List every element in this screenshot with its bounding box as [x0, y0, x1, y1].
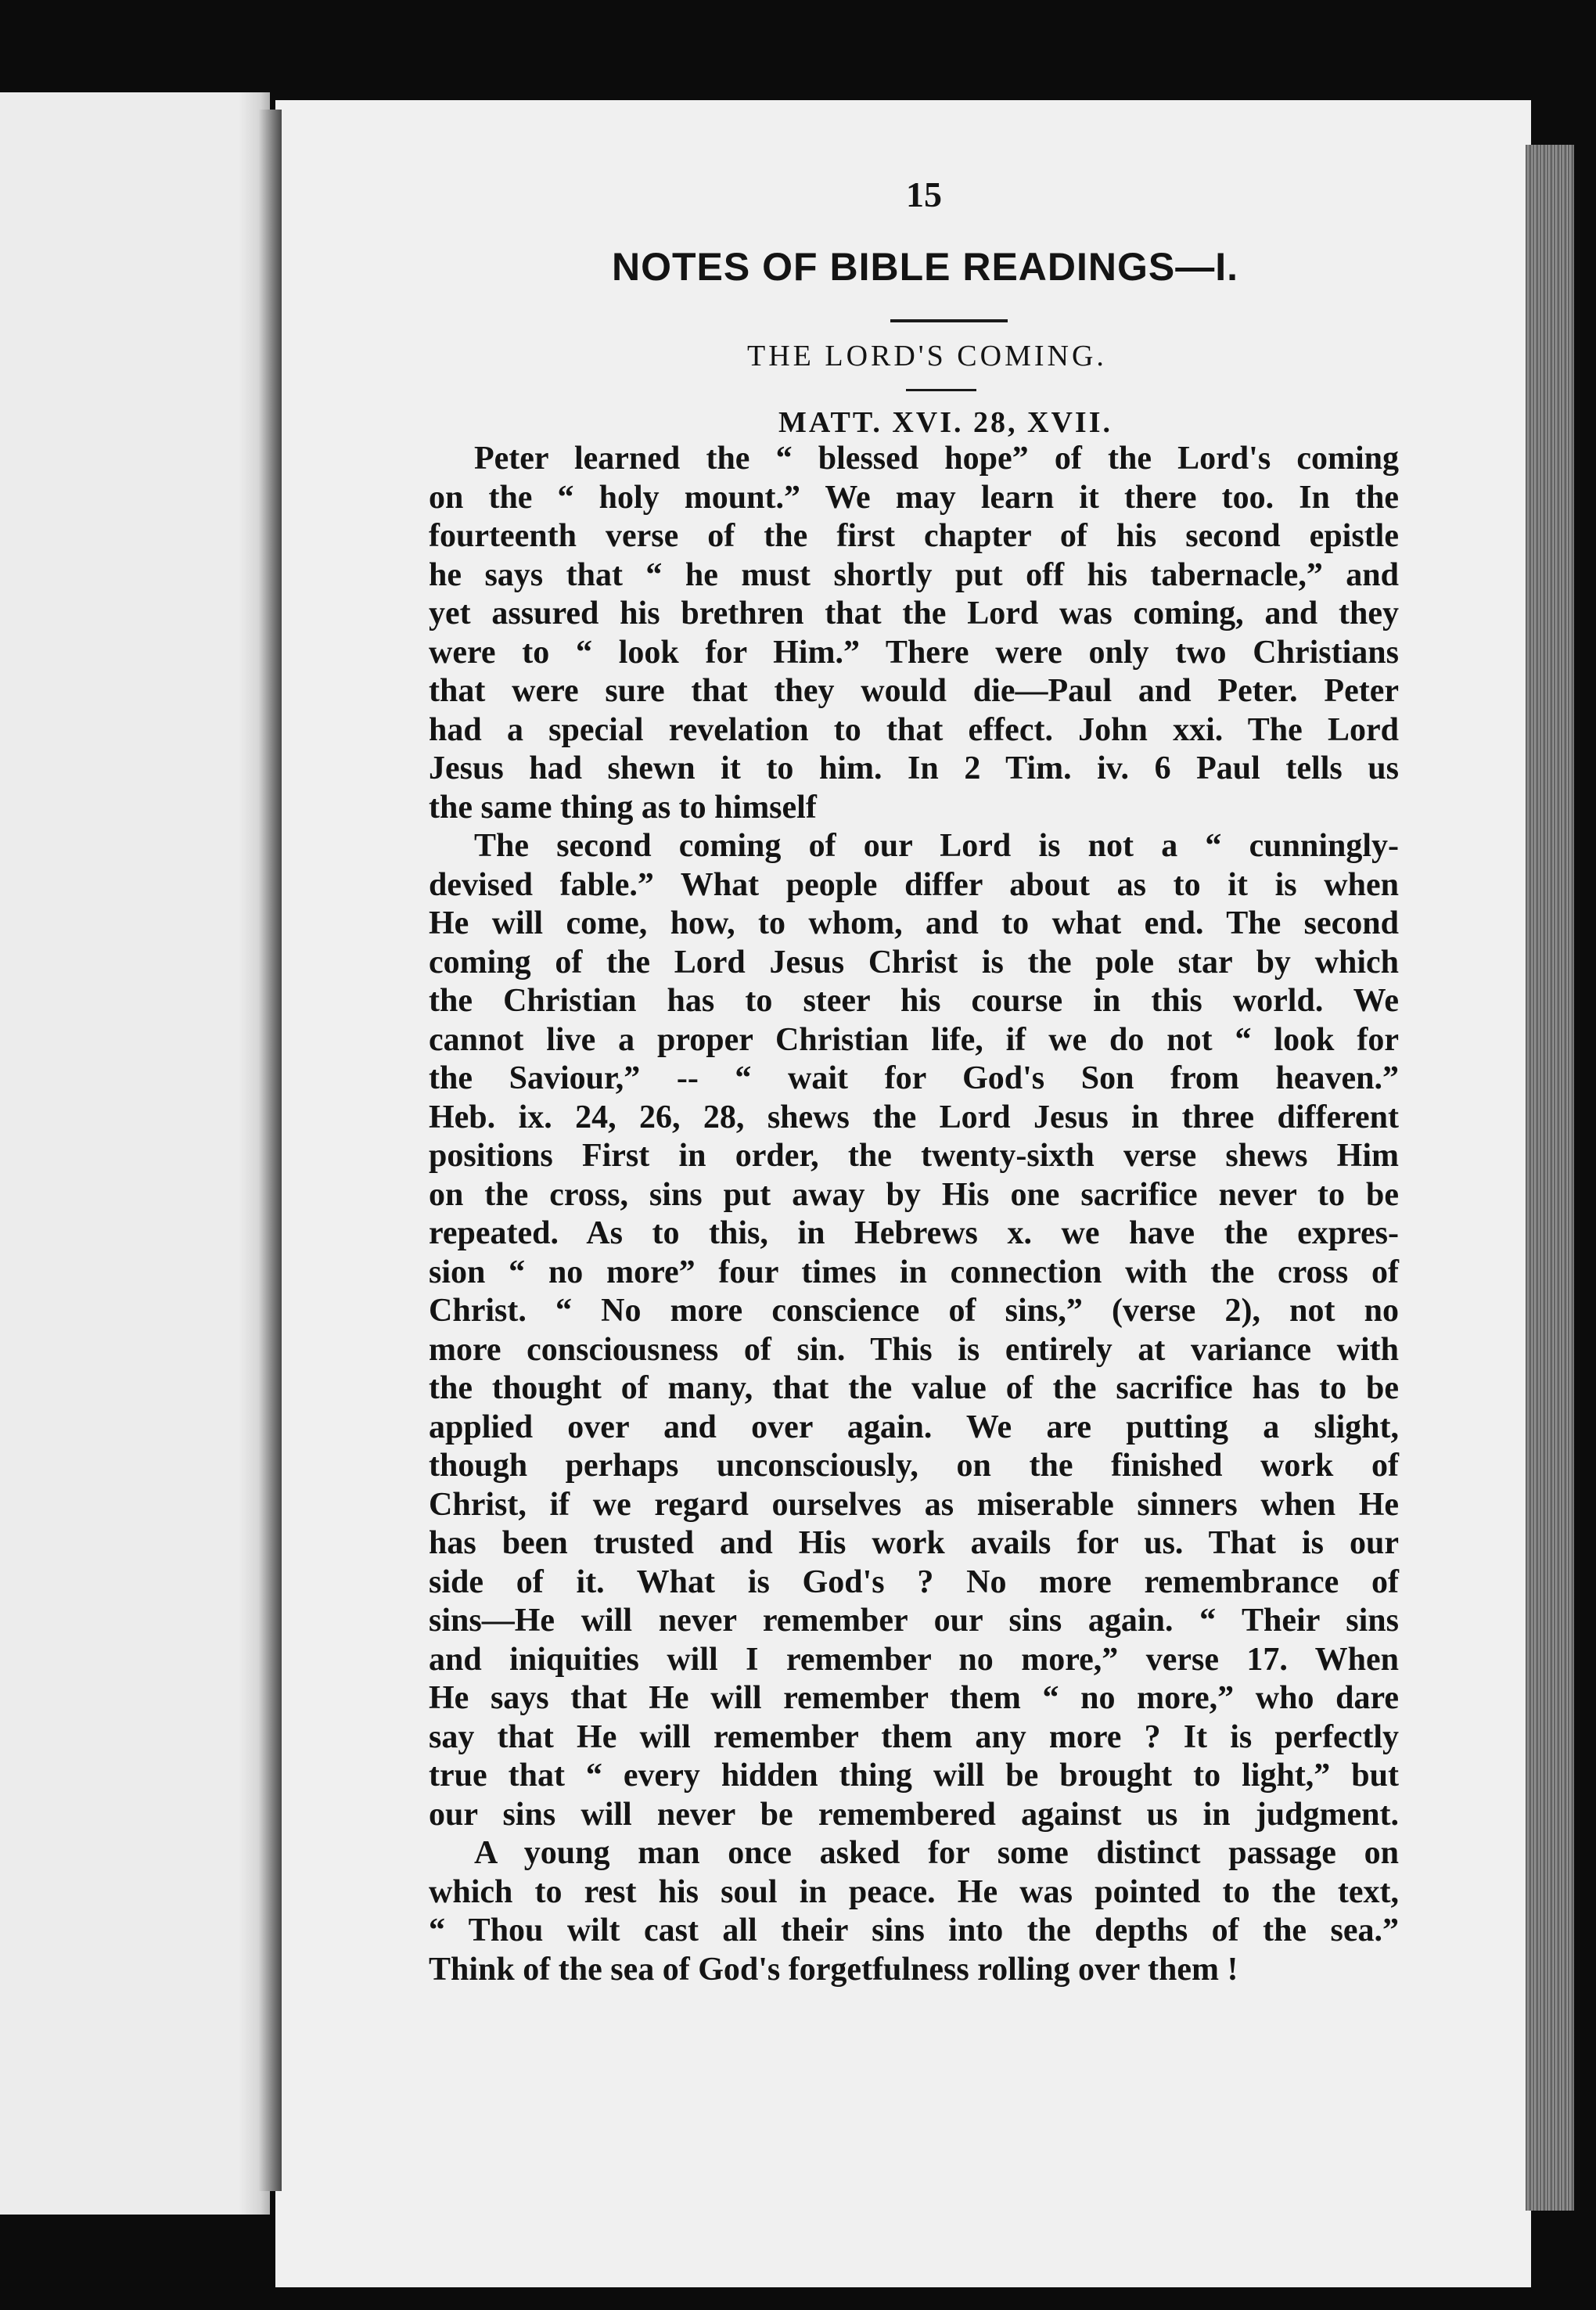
title-rule	[890, 319, 1008, 322]
body-line: coming of the Lord Jesus Christ is the pole star by which	[429, 944, 1399, 980]
body-line: the Christian has to steer his course in this world. We	[429, 983, 1399, 1019]
body-line: sins—He will never remember our sins again. “ Their sins	[429, 1603, 1399, 1639]
body-line: that were sure that they would die—Paul and Peter. Peter	[429, 673, 1399, 709]
body-line: Jesus had shewn it to him. In 2 Tim. iv. 6 Paul tells us	[429, 750, 1399, 786]
body-line: side of it. What is God's ? No more remembrance of	[429, 1563, 1399, 1600]
body-line: cannot live a proper Christian life, if we do not “ look for	[429, 1021, 1399, 1058]
body-line: fourteenth verse of the first chapter of his second epistle	[429, 518, 1399, 554]
body-line: though perhaps unconsciously, on the finished work of	[429, 1448, 1399, 1484]
chapter-title: NOTES OF BIBLE READINGS—I.	[612, 245, 1239, 289]
body-line: say that He will remember them any more ? It is perfectly	[429, 1718, 1399, 1755]
body-line: on the cross, sins put away by His one sacrifice never to be	[429, 1176, 1399, 1213]
left-page	[0, 92, 270, 2215]
body-line: he says that “ he must shortly put off his tabernacle,” and	[429, 556, 1399, 593]
body-line: were to “ look for Him.” There were only two Christians	[429, 634, 1399, 671]
body-line: had a special revelation to that effect. John xxi. The Lord	[429, 711, 1399, 748]
page-number: 15	[906, 175, 942, 214]
body-line: has been trusted and His work avails for us. That is our	[429, 1525, 1399, 1561]
book-spine	[258, 110, 282, 2191]
body-line: on the “ holy mount.” We may learn it there too. In the	[429, 479, 1399, 516]
body-text	[429, 440, 1399, 1989]
body-line: “ Thou wilt cast all their sins into the depths of the sea.”	[429, 1912, 1399, 1948]
body-line: which to rest his soul in peace. He was pointed to the text,	[429, 1873, 1399, 1910]
page-edge-stack	[1526, 145, 1574, 2211]
body-line: repeated. As to this, in Hebrews x. we have the expres-	[429, 1215, 1399, 1251]
body-line: Heb. ix. 24, 26, 28, shews the Lord Jesus in three different	[429, 1099, 1399, 1135]
body-line: more consciousness of sin. This is entirely at variance with	[429, 1331, 1399, 1368]
body-line: sion “ no more” four times in connection with the cross of	[429, 1254, 1399, 1290]
body-line: applied over and over again. We are putting a slight,	[429, 1409, 1399, 1445]
body-line: devised fable.” What people differ about as to it is when	[429, 866, 1399, 903]
body-line: A young man once asked for some distinct passage on	[474, 1835, 1399, 1871]
body-line: and iniquities will I remember no more,” verse 17. When	[429, 1641, 1399, 1678]
body-line: Think of the sea of God's forgetfulness rolling over them !	[429, 1951, 1238, 1988]
body-line: our sins will never be remembered against us in judgment.	[429, 1796, 1399, 1833]
scripture-reference: MATT. XVI. 28, XVII.	[778, 406, 1113, 439]
section-subtitle: THE LORD'S COMING.	[747, 340, 1107, 372]
body-line: the Saviour,” -- “ wait for God's Son from heaven.”	[429, 1060, 1399, 1096]
body-line: He will come, how, to whom, and to what end. The second	[429, 905, 1399, 941]
body-line: yet assured his brethren that the Lord was coming, and they	[429, 595, 1399, 631]
body-line: positions First in order, the twenty-sixth verse shews Him	[429, 1138, 1399, 1174]
body-line: Peter learned the “ blessed hope” of the Lord's coming	[474, 441, 1399, 477]
body-line: true that “ every hidden thing will be brought to light,” but	[429, 1758, 1399, 1794]
body-line: The second coming of our Lord is not a “ cunningly-	[474, 828, 1399, 864]
body-line: the same thing as to himself	[429, 789, 817, 826]
body-line: the thought of many, that the value of the sacrifice has to be	[429, 1370, 1399, 1406]
body-line: Christ. “ No more conscience of sins,” (verse 2), not no	[429, 1293, 1399, 1329]
body-line: He says that He will remember them “ no more,” who dare	[429, 1680, 1399, 1716]
body-line: Christ, if we regard ourselves as miserable sinners when He	[429, 1486, 1399, 1523]
subtitle-rule	[906, 389, 976, 391]
